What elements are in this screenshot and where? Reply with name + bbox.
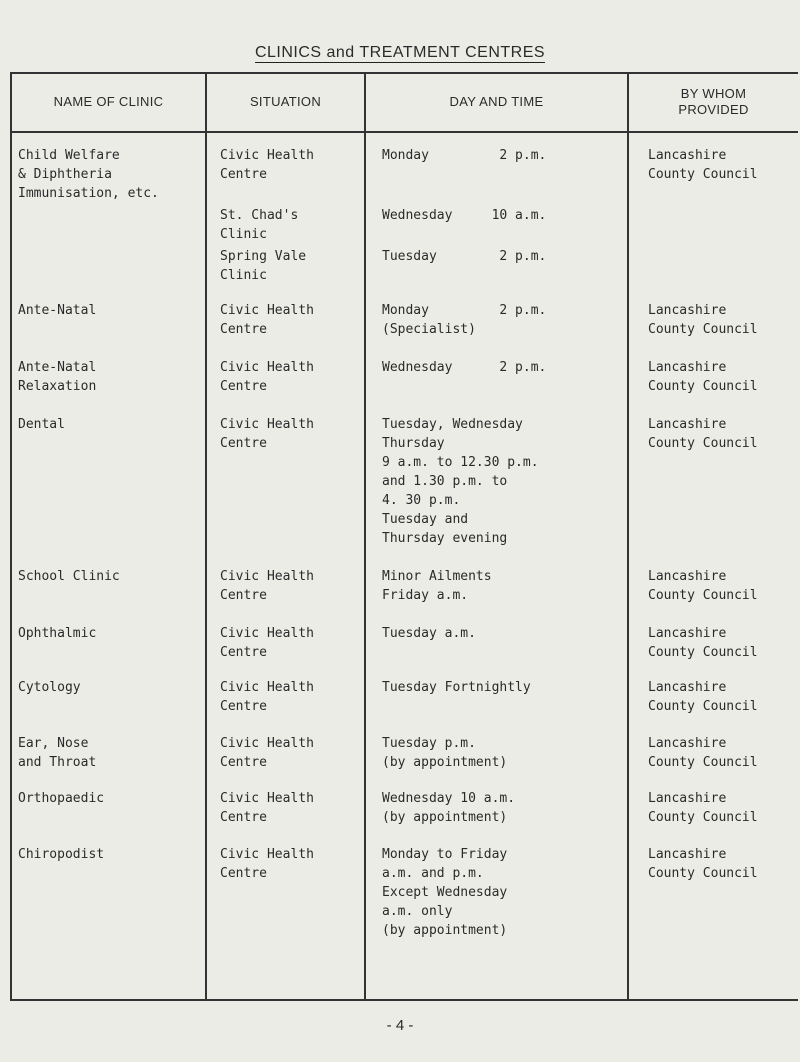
clinic-day-time: Wednesday 10 a.m. (by appointment)	[382, 791, 516, 825]
clinic-provider: Lancashire County Council	[648, 791, 758, 825]
clinic-day-time: Wednesday 2 p.m.	[382, 360, 547, 375]
clinic-day-time: Wednesday 10 a.m.	[382, 208, 547, 223]
header-rule	[10, 131, 798, 133]
clinic-provider: Lancashire County Council	[648, 360, 758, 394]
clinic-provider: Lancashire County Council	[648, 148, 758, 182]
table-border-left	[10, 72, 12, 1000]
clinic-name: Child Welfare & Diphtheria Immunisation, etc.	[18, 148, 159, 201]
clinic-situation: Civic Health Centre	[220, 148, 314, 182]
clinic-day-time: Monday to Friday a.m. and p.m. Except Wednesday a.m. only (by appointment)	[382, 847, 508, 938]
clinic-provider: Lancashire County Council	[648, 736, 758, 770]
clinic-provider: Lancashire County Council	[648, 303, 758, 337]
table-border-bottom	[10, 999, 798, 1001]
clinic-name: Ophthalmic	[18, 626, 97, 641]
clinic-situation: Civic Health Centre	[220, 417, 314, 451]
column-divider	[364, 72, 366, 1000]
clinic-situation: Civic Health Centre	[220, 847, 314, 881]
clinic-name: Chiropodist	[18, 847, 105, 862]
clinic-provider: Lancashire County Council	[648, 680, 758, 714]
header-name: NAME OF CLINIC	[53, 94, 164, 109]
clinic-name: Orthopaedic	[18, 791, 105, 806]
clinic-situation: Civic Health Centre	[220, 303, 314, 337]
clinic-day-time: Monday 2 p.m. (Specialist)	[382, 303, 547, 337]
clinic-day-time: Tuesday Fortnightly	[382, 680, 531, 695]
clinic-day-time: Minor Ailments Friday a.m.	[382, 569, 492, 603]
clinic-day-time: Tuesday p.m. (by appointment)	[382, 736, 508, 770]
clinic-provider: Lancashire County Council	[648, 417, 758, 451]
clinic-day-time: Monday 2 p.m.	[382, 148, 547, 163]
clinic-name: Ante-Natal	[18, 303, 97, 318]
clinic-day-time: Tuesday 2 p.m.	[382, 249, 547, 264]
clinic-provider: Lancashire County Council	[648, 847, 758, 881]
header-day-time: DAY AND TIME	[449, 94, 544, 109]
header-provided-by: BY WHOM PROVIDED	[678, 86, 749, 117]
clinic-day-time: Tuesday a.m.	[382, 626, 476, 641]
clinic-situation: St. Chad's Clinic	[220, 208, 299, 242]
header-situation: SITUATION	[249, 94, 322, 109]
column-divider	[205, 72, 207, 1000]
page-number: - 4 -	[386, 1017, 414, 1034]
clinic-name: School Clinic	[18, 569, 120, 584]
clinic-situation: Civic Health Centre	[220, 626, 314, 660]
clinic-provider: Lancashire County Council	[648, 626, 758, 660]
clinic-situation: Spring Vale Clinic	[220, 249, 307, 283]
clinic-situation: Civic Health Centre	[220, 680, 314, 714]
page-title: CLINICS and TREATMENT CENTRES	[254, 44, 546, 61]
clinic-situation: Civic Health Centre	[220, 791, 314, 825]
clinic-name: Ante-Natal Relaxation	[18, 360, 97, 394]
table-border-top	[10, 72, 798, 74]
clinic-name: Ear, Nose and Throat	[18, 736, 97, 770]
clinic-name: Dental	[18, 417, 65, 432]
clinic-situation: Civic Health Centre	[220, 360, 314, 394]
clinic-situation: Civic Health Centre	[220, 736, 314, 770]
clinic-situation: Civic Health Centre	[220, 569, 314, 603]
clinic-name: Cytology	[18, 680, 81, 695]
column-divider	[627, 72, 629, 1000]
clinic-day-time: Tuesday, Wednesday Thursday 9 a.m. to 12.30 p.m. and 1.30 p.m. to 4. 30 p.m. Tuesday and Thursday evening	[382, 417, 539, 546]
clinic-provider: Lancashire County Council	[648, 569, 758, 603]
